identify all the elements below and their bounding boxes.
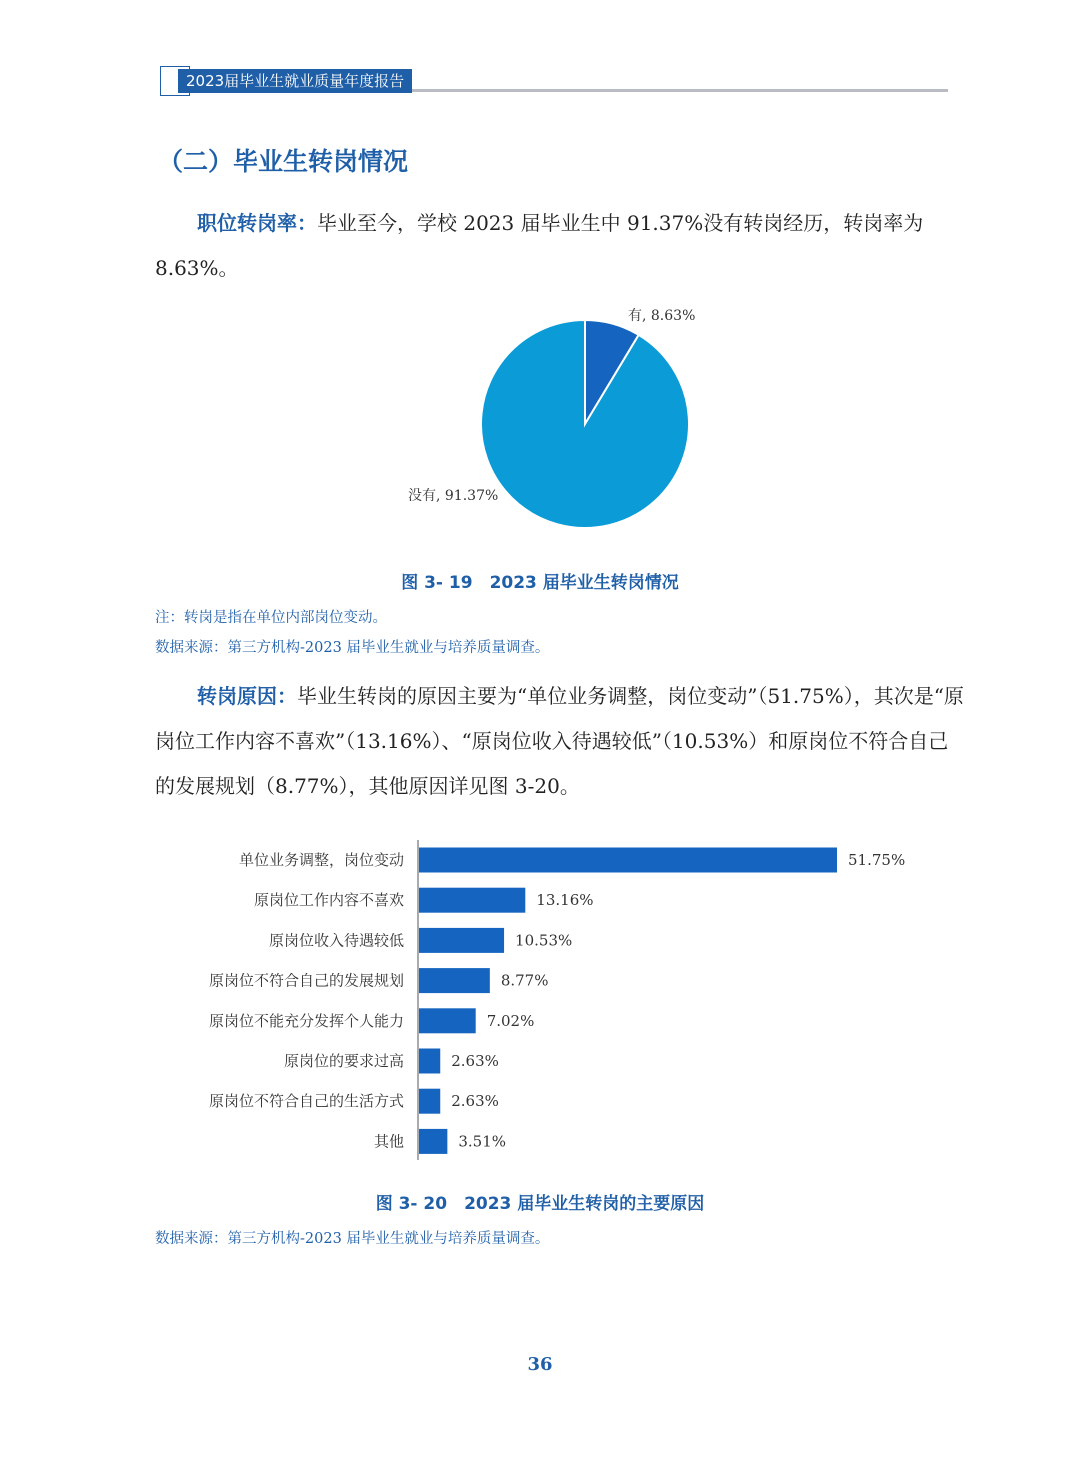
bar-chart (150, 835, 930, 1165)
paragraph-text: 毕业至今，学校 2023 届毕业生中 91.37%没有转岗经历，转岗率为 8.63%。 (155, 211, 924, 280)
paragraph-transfer-rate (155, 201, 965, 291)
data-source-note: 数据来源：第三方机构-2023 届毕业生就业与培养质量调查。 (155, 1231, 550, 1247)
pie-slice-label: 有, 8.63% (628, 308, 696, 324)
bar-value-label: 7.02% (486, 1011, 535, 1030)
bar (419, 1129, 447, 1154)
bar-value-label: 10.53% (515, 931, 573, 950)
figure-caption: 图 3- 20 2023 届毕业生转岗的主要原因 (375, 1194, 705, 1214)
pie-slice-1 (481, 320, 689, 528)
bar-category-label: 原岗位的要求过高 (283, 1052, 404, 1070)
figure-note: 注：转岗是指在单位内部岗位变动。 (155, 610, 387, 626)
bar (419, 928, 504, 953)
data-source-note: 数据来源：第三方机构-2023 届毕业生就业与培养质量调查。 (155, 640, 550, 656)
bar (419, 1008, 476, 1033)
figure-caption: 图 3- 19 2023 届毕业生转岗情况 (401, 573, 679, 593)
bar-category-label: 单位业务调整，岗位变动 (238, 851, 404, 869)
bar-category-label: 原岗位不符合自己的生活方式 (208, 1092, 404, 1111)
bar-category-label: 原岗位工作内容不喜欢 (253, 891, 404, 910)
bar-category-label: 原岗位不符合自己的发展规划 (208, 971, 404, 990)
page-number: 36 (527, 1354, 553, 1375)
bar-category-label: 原岗位不能充分发挥个人能力 (208, 1011, 404, 1030)
pie-chart (400, 300, 720, 540)
paragraph-lead: 职位转岗率： (197, 211, 317, 235)
bar-value-label: 13.16% (536, 891, 594, 910)
bar (419, 848, 837, 873)
bar (419, 968, 490, 993)
paragraph-lead: 转岗原因： (197, 684, 297, 708)
bar-category-label: 其他 (373, 1132, 404, 1151)
bar-value-label: 2.63% (451, 1052, 499, 1070)
pie-slice-label: 没有, 91.37% (408, 488, 499, 504)
bar-value-label: 3.51% (458, 1132, 507, 1151)
bar-category-label: 原岗位收入待遇较低 (268, 931, 404, 950)
paragraph-transfer-reasons (155, 674, 965, 809)
section-title: （二）毕业生转岗情况 (158, 147, 409, 176)
bar-value-label: 8.77% (500, 971, 549, 990)
header-label: 2023届毕业生就业质量年度报告 (178, 69, 412, 93)
bar (419, 888, 525, 913)
paragraph-text: 毕业生转岗的原因主要为“单位业务调整，岗位变动”（51.75%），其次是“原岗位工作内容不喜欢”（13.16%）、“原岗位收入待遇较低”（10.53%）和原岗位不符合自己的发展规划（8.77%），其他原因详见图 3-20。 (155, 684, 964, 798)
bar (419, 1049, 440, 1074)
bar-value-label: 2.63% (451, 1092, 499, 1111)
bar (419, 1089, 440, 1114)
bar-value-label: 51.75% (848, 851, 906, 869)
